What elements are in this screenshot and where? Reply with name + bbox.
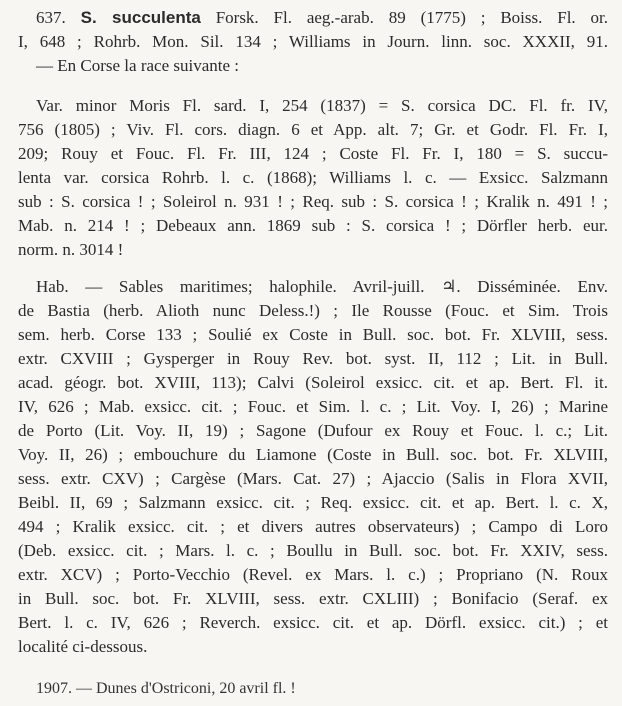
text-line: Voy. II, 26) ; embouchure du Liamone (Coste in Bull. soc. bot. Fr. XLVIII,: [18, 445, 608, 464]
habitat-paragraph: [18, 275, 608, 659]
text-line: de Bastia (herb. Alioth nunc Deless.!) ; Ile Rousse (Fouc. et Sim. Trois: [18, 301, 608, 320]
text-line: sub : S. corsica ! ; Soleirol n. 931 ! ; Req. sub : S. corsica ! ; Kralik n. 491 ! ;: [18, 192, 608, 211]
text-line: 494 ; Kralik exsicc. cit. ; et divers autres observateurs) ; Campo di Loro: [18, 517, 608, 536]
text-line: lenta var. corsica Rohrb. l. c. (1868); Williams l. c. — Exsicc. Salzmann: [18, 168, 608, 187]
entry-line: — En Corse la race suivante :: [36, 56, 239, 75]
text-line: acad. géogr. bot. XVIII, 113); Calvi (Soleirol exsicc. cit. et ap. Bert. Fl. it.: [18, 373, 608, 392]
text-line: localité ci-dessous.: [18, 637, 148, 656]
text-line: (Deb. exsicc. cit. ; Mars. l. c. ; Boullu in Bull. soc. bot. Fr. XXIV, sess.: [18, 541, 608, 560]
text-line: Mab. n. 214 ! ; Debeaux ann. 1869 sub : S. corsica ! ; Dörfler herb. eur.: [18, 216, 608, 235]
species-name: S. succulenta: [80, 8, 201, 27]
entry-line: [18, 6, 608, 30]
text-line: sem. herb. Corse 133 ; Soulié ex Coste in Bull. soc. bot. Fr. XLVIII, sess.: [18, 325, 608, 344]
collection-record: 1907. — Dunes d'Ostriconi, 20 avril fl. !: [36, 680, 296, 697]
text-line: Bert. l. c. IV, 626 ; Reverch. exsicc. cit. et ap. Dörfl. exsicc. cit.) ; et: [18, 613, 608, 632]
text-line: in Bull. soc. bot. Fr. XLVIII, sess. extr. CXLIII) ; Bonifacio (Seraf. ex: [18, 589, 608, 608]
text-line: 209; Rouy et Fouc. Fl. Fr. III, 124 ; Coste Fl. Fr. I, 180 = S. succu-: [18, 144, 608, 163]
text-line: de Porto (Lit. Voy. II, 19) ; Sagone (Dufour ex Rouy et Fouc. l. c.; Lit.: [18, 421, 608, 440]
entry-citation: Forsk. Fl. aeg.-arab. 89 (1775) ; Boiss. Fl. or.: [200, 8, 609, 27]
text-line: extr. CXVIII ; Gysperger in Rouy Rev. bot. syst. II, 112 ; Lit. in Bull.: [18, 349, 608, 368]
entry-line: I, 648 ; Rohrb. Mon. Sil. 134 ; Williams in Journ. linn. soc. XXXII, 91.: [18, 32, 608, 51]
text-line: extr. XCV) ; Porto-Vecchio (Revel. ex Mars. l. c.) ; Propriano (N. Roux: [18, 565, 608, 584]
species-entry: [18, 6, 608, 78]
text-line: Beibl. II, 69 ; Salzmann exsicc. cit. ; Req. exsicc. cit. et ap. Bert. l. c. X,: [18, 493, 608, 512]
text-line: 756 (1805) ; Viv. Fl. cors. diagn. 6 et App. alt. 7; Gr. et Godr. Fl. Fr. I,: [18, 120, 608, 139]
variety-paragraph: [18, 94, 608, 262]
text-line: IV, 626 ; Mab. exsicc. cit. ; Fouc. et Sim. l. c. ; Lit. Voy. I, 26) ; Marine: [18, 397, 608, 416]
text-line: norm. n. 3014 !: [18, 240, 124, 259]
entry-number: 637.: [36, 8, 81, 27]
text-line: sess. extr. CXV) ; Cargèse (Mars. Cat. 27) ; Ajaccio (Salis in Flora XVII,: [18, 469, 608, 488]
text-line: Var. minor Moris Fl. sard. I, 254 (1837) = S. corsica DC. Fl. fr. IV,: [36, 96, 608, 115]
text-line: Hab. — Sables maritimes; halophile. Avril-juill. ♃. Disséminée. Env.: [36, 277, 608, 296]
